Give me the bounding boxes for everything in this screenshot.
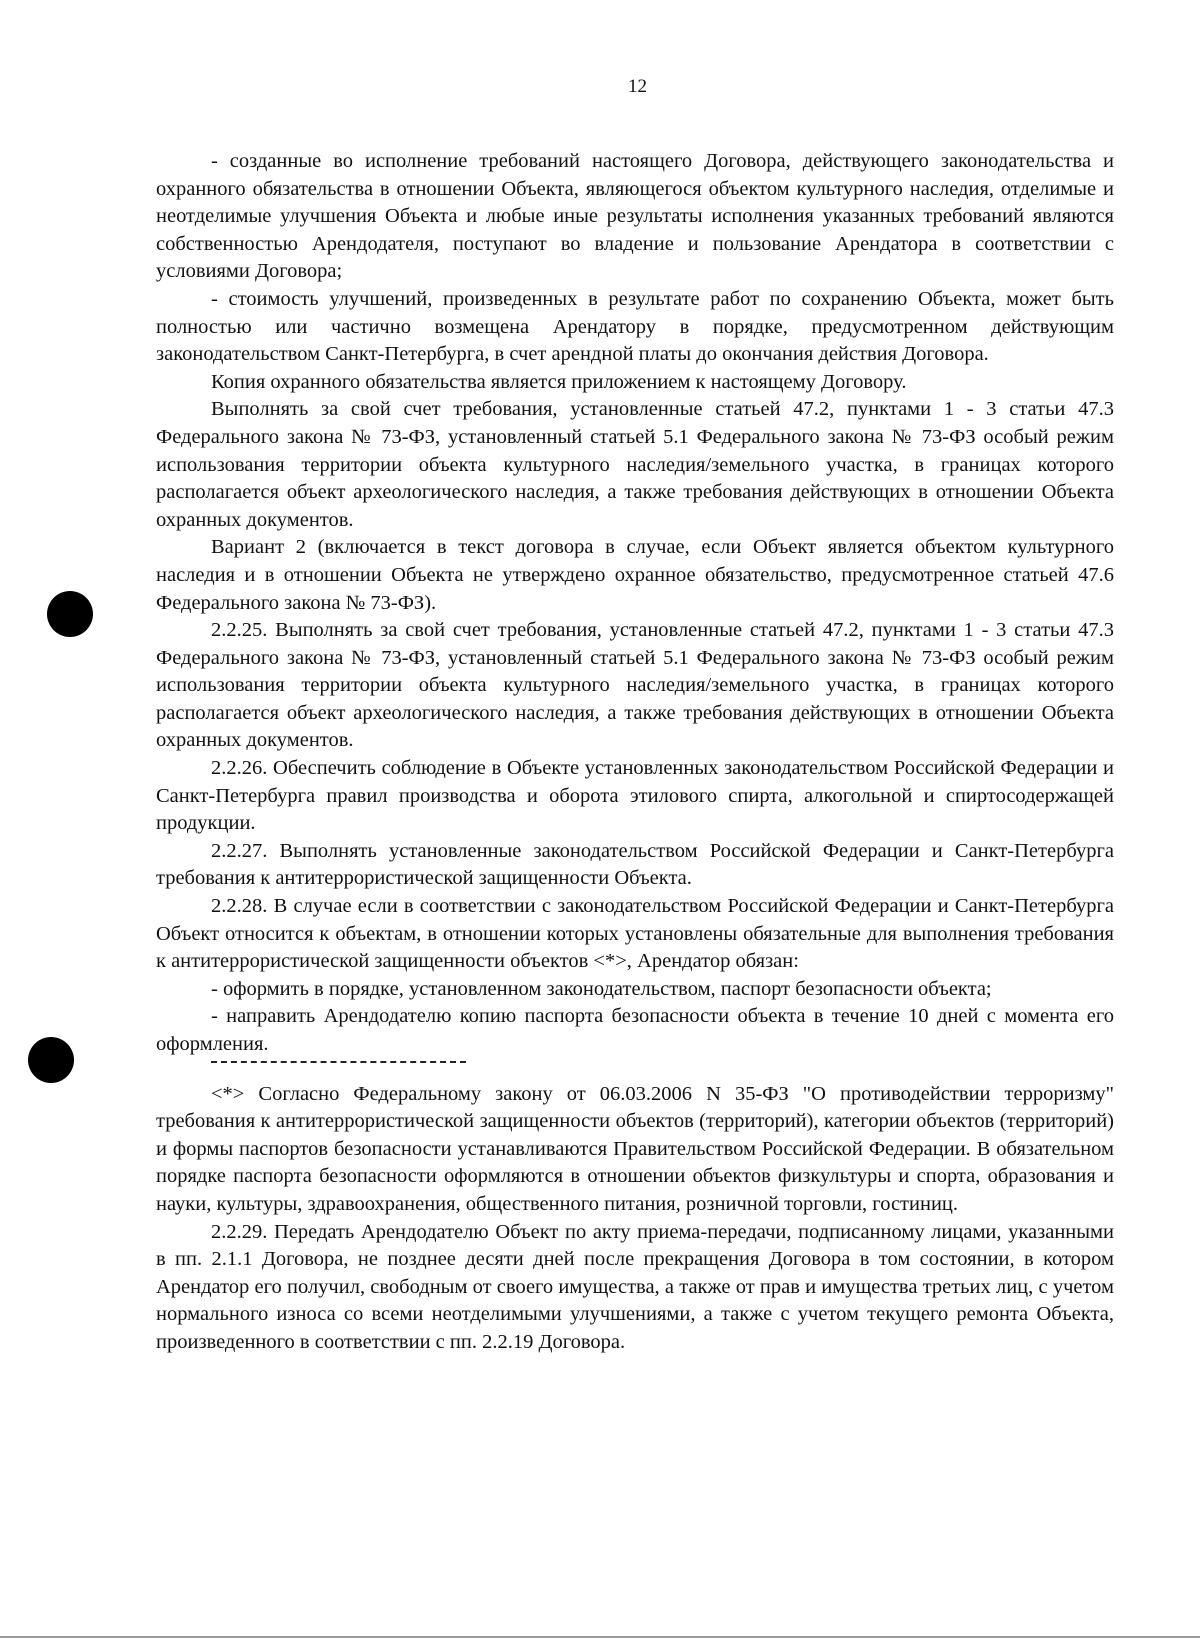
clause-2-2-28-item-copy: - направить Арендодателю копию паспорта безопасности объекта в течение 10 дней с момента его оформления. — [156, 1005, 1114, 1055]
clause-2-2-28: 2.2.28. В случае если в соответствии с законодательством Российской Федерации и Санкт-Петербурга Объект относится к объектам, в отношении которых установлены обязательные для выполнения требования к антитеррористической защищенности объектов <*>, Арендатор обязан: — [156, 895, 1114, 973]
paragraph-improvements-ownership: - созданные во исполнение требований настоящего Договора, действующего законодательства и охранного обязательства в отношении Объекта, являющегося объектом культурного наследия, отделимые и неотделимые улучшения Объекта и любые иные результаты исполнения указанных требований являются собственностью Арендодателя, поступают во владение и пользование Арендатора в соответствии с условиями Договора; — [156, 150, 1114, 283]
scan-edge-line — [0, 1636, 1200, 1638]
clause-2-2-25: 2.2.25. Выполнять за свой счет требования, установленные статьей 47.2, пунктами 1 - 3 статьи 47.3 Федерального закона № 73-ФЗ, установленный статьей 5.1 Федерального закона № 73-ФЗ особый режим использования территории объекта культурного наследия/земельного участка, в границах которого располагается объект археологического наследия, а также требования действующих в отношении Объекта охранных документов. — [156, 619, 1114, 752]
clause-2-2-29: 2.2.29. Передать Арендодателю Объект по акту приема-передачи, подписанному лицами, указанными в пп. 2.1.1 Договора, не позднее десяти дней после прекращения Договора в том состоянии, в котором Арендатор его получил, свободным от своего имущества, а также от прав и имущества третьих лиц, с учетом нормального износа со всеми неотделимыми улучшениями, а также с учетом текущего ремонта Объекта, произведенного в соответствии с пп. 2.2.19 Договора. — [156, 1220, 1114, 1353]
paragraph-improvements-cost: - стоимость улучшений, произведенных в результате работ по сохранению Объекта, может быть полностью или частично возмещена Арендатору в порядке, предусмотренном действующим законодательством Санкт-Петербурга, в счет арендной платы до окончания действия Договора. — [156, 287, 1114, 366]
paragraph-requirements-v1: Выполнять за свой счет требования, установленные статьей 47.2, пунктами 1 - 3 статьи 47.3 Федерального закона № 73-ФЗ, установленный статьей 5.1 Федерального закона № 73-ФЗ особый режим использования территории объекта культурного наследия/земельного участка, в границах которого располагается объект археологического наследия, а также требования действующих в отношении Объекта охранных документов. — [156, 398, 1114, 531]
footnote-spacer — [156, 1063, 1114, 1081]
clause-2-2-26: 2.2.26. Обеспечить соблюдение в Объекте установленных законодательством Российской Федерации и Санкт-Петербурга правил производства и оборота этилового спирта, алкогольной и спиртосодержащей продукции. — [156, 757, 1114, 835]
hole-punch-mark — [47, 591, 93, 637]
clause-2-2-27: 2.2.27. Выполнять установленные законодательством Российской Федерации и Санкт-Петербурга требования к антитеррористической защищенности Объекта. — [156, 839, 1114, 890]
page-number: 12 — [628, 76, 647, 97]
paragraph-variant-2: Вариант 2 (включается в текст договора в случае, если Объект является объектом культурного наследия и в отношении Объекта не утверждено охранное обязательство, предусмотренное статьей 47.6 Федерального закона № 73-ФЗ). — [156, 536, 1114, 614]
clause-2-2-28-item-passport: - оформить в порядке, установленном законодательством, паспорт безопасности объекта; — [211, 977, 992, 1000]
document-body — [156, 148, 1114, 1357]
footnote: <*> Согласно Федеральному закону от 06.03.2006 N 35-ФЗ "О противодействии терроризму" требования к антитеррористической защищенности объектов (территорий), категории объектов (территорий) и формы паспортов безопасности устанавливаются Правительством Российской Федерации. В обязательном порядке паспорта безопасности оформляются в отношении объектов физкультуры и спорта, образования и науки, культуры, здравоохранения, общественного питания, розничной торговли, гостиниц. — [156, 1082, 1114, 1215]
paragraph-obligation-copy: Копия охранного обязательства является приложением к настоящему Договору. — [211, 370, 907, 393]
hole-punch-mark — [28, 1037, 74, 1083]
